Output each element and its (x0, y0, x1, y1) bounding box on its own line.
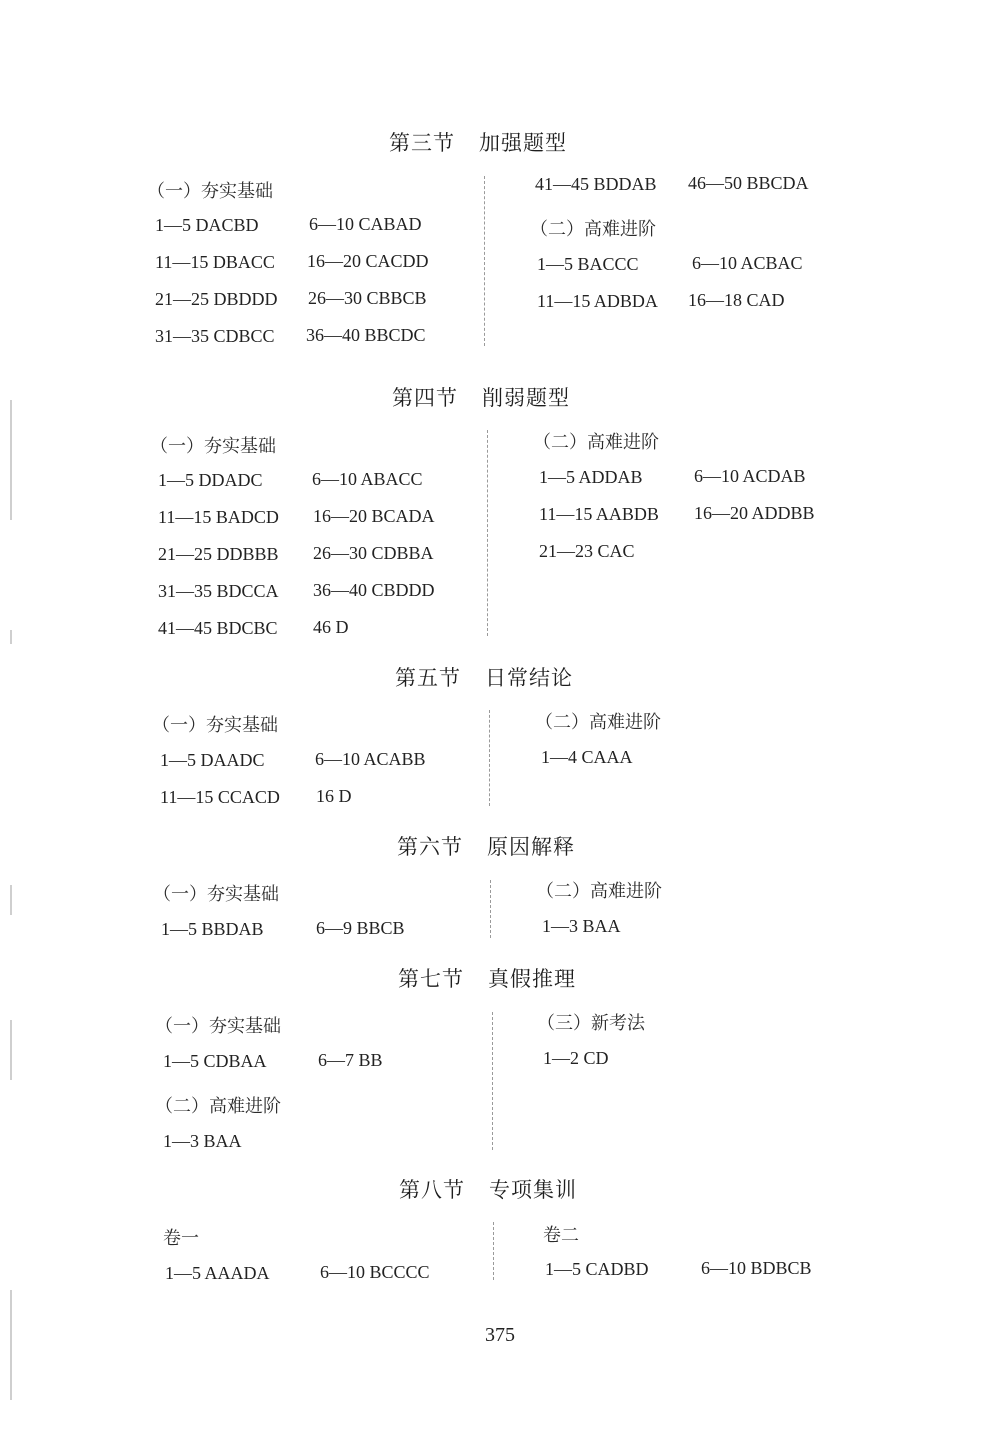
scan-artifact (10, 1020, 12, 1080)
answer-range: 11—15 BADCD (158, 507, 279, 527)
section-7-right-subheading: （三）新考法 (537, 1013, 645, 1034)
answer-range: 6—10 BDBCB (701, 1258, 812, 1278)
scan-artifact (10, 1290, 12, 1400)
answer-range: 6—9 BBCB (316, 918, 405, 938)
answer-range: 41—45 BDDAB (535, 174, 657, 194)
answer-range: 46 D (313, 617, 349, 637)
answer-range: 1—2 CD (543, 1048, 609, 1068)
answer-range: 16—20 CACDD (307, 251, 429, 271)
answer-range: 1—5 BACCC (537, 254, 639, 274)
answer-range: 1—5 CADBD (545, 1259, 649, 1279)
section-7-title: 第七节 真假推理 (398, 967, 576, 991)
answer-range: 11—15 ADBDA (537, 291, 658, 311)
answer-range: 1—5 ADDAB (539, 467, 643, 487)
column-divider (490, 880, 491, 938)
column-divider (493, 1222, 494, 1280)
answer-range: 1—5 DAADC (160, 750, 265, 770)
answer-range: 1—5 AAADA (165, 1263, 270, 1283)
answer-range: 21—23 CAC (539, 541, 635, 561)
answer-range: 16—20 ADDBB (694, 503, 815, 523)
section-7-left-subheading-2: （二）高难进阶 (155, 1096, 281, 1117)
column-divider (484, 176, 485, 346)
section-8-title: 第八节 专项集训 (399, 1178, 577, 1202)
section-5-right-subheading: （二）高难进阶 (535, 712, 661, 733)
answer-range: 6—10 ACBAC (692, 253, 803, 273)
section-3-left-subheading: （一）夯实基础 (147, 181, 273, 202)
answer-range: 1—5 BBDAB (161, 919, 264, 939)
section-3-title: 第三节 加强题型 (389, 131, 567, 155)
answer-range: 1—3 BAA (163, 1131, 242, 1151)
answer-range: 41—45 BDCBC (158, 618, 278, 638)
column-divider (487, 430, 488, 636)
answer-range: 6—10 BCCCC (320, 1262, 430, 1282)
column-divider (489, 710, 490, 806)
answer-range: 31—35 CDBCC (155, 326, 275, 346)
answer-range: 1—5 DACBD (155, 215, 259, 235)
section-6-right-subheading: （二）高难进阶 (536, 881, 662, 902)
scan-artifact (10, 885, 12, 915)
scan-artifact (10, 400, 12, 520)
section-4-left-subheading: （一）夯实基础 (150, 436, 276, 457)
answer-range: 11—15 DBACC (155, 252, 275, 272)
answer-range: 16 D (316, 786, 352, 806)
answer-range: 26—30 CBBCB (308, 288, 427, 308)
answer-range: 16—20 BCADA (313, 506, 435, 526)
answer-range: 6—10 CABAD (309, 214, 422, 234)
column-divider (492, 1012, 493, 1150)
answer-range: 21—25 DDBBB (158, 544, 279, 564)
answer-range: 11—15 AABDB (539, 504, 659, 524)
answer-range: 31—35 BDCCA (158, 581, 279, 601)
section-5-title: 第五节 日常结论 (395, 666, 573, 690)
answer-range: 6—7 BB (318, 1050, 383, 1070)
section-8-right-subheading: 卷二 (543, 1225, 579, 1246)
answer-range: 1—5 DDADC (158, 470, 263, 490)
answer-range: 6—10 ABACC (312, 469, 423, 489)
answer-range: 1—4 CAAA (541, 747, 633, 767)
answer-range: 26—30 CDBBA (313, 543, 434, 563)
section-6-left-subheading: （一）夯实基础 (153, 884, 279, 905)
answer-range: 16—18 CAD (688, 290, 785, 310)
section-3-right-subheading: （二）高难进阶 (530, 219, 656, 240)
answer-range: 36—40 BBCDC (306, 325, 426, 345)
section-8-left-subheading: 卷一 (163, 1228, 199, 1249)
answer-range: 36—40 CBDDD (313, 580, 435, 600)
section-7-left-subheading: （一）夯实基础 (155, 1016, 281, 1037)
answer-range: 21—25 DBDDD (155, 289, 278, 309)
answer-range: 1—5 CDBAA (163, 1051, 267, 1071)
answer-range: 11—15 CCACD (160, 787, 280, 807)
section-4-title: 第四节 削弱题型 (392, 386, 570, 410)
answer-range: 46—50 BBCDA (688, 173, 809, 193)
answer-range: 6—10 ACABB (315, 749, 426, 769)
answer-range: 6—10 ACDAB (694, 466, 806, 486)
section-6-title: 第六节 原因解释 (397, 835, 575, 859)
answer-range: 1—3 BAA (542, 916, 621, 936)
page-number: 375 (485, 1324, 515, 1346)
section-5-left-subheading: （一）夯实基础 (152, 715, 278, 736)
section-4-right-subheading: （二）高难进阶 (533, 432, 659, 453)
scan-artifact (10, 630, 12, 644)
